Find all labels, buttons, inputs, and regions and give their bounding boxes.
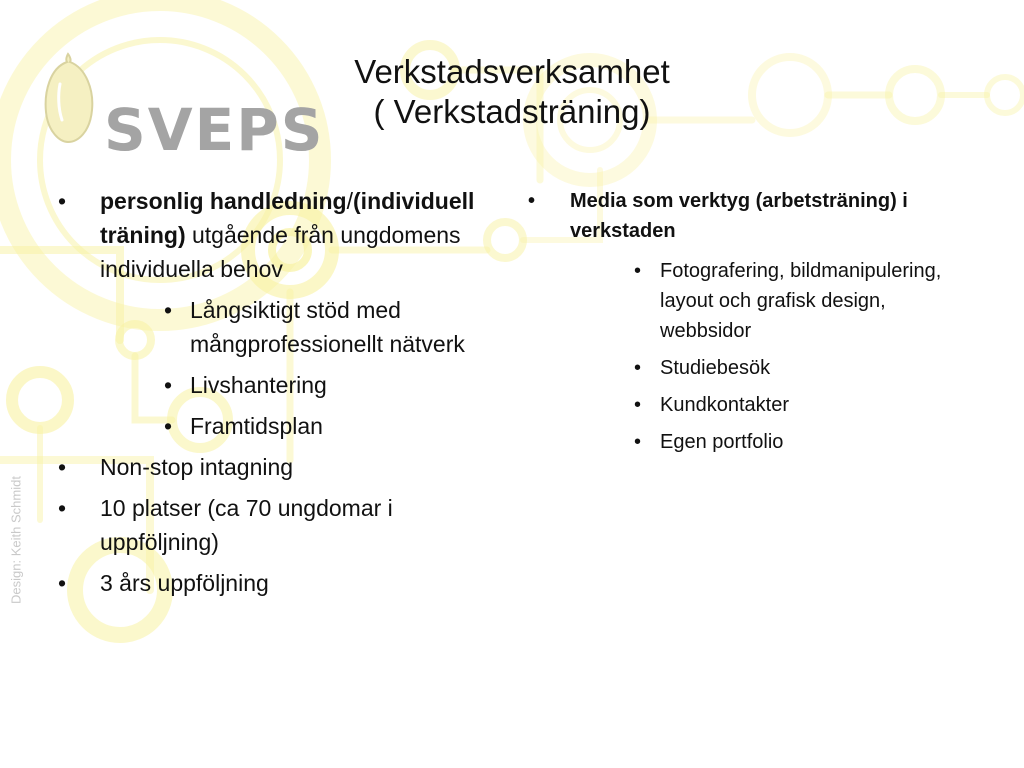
title-line-1: Verkstadsverksamhet xyxy=(354,53,670,90)
sub-list-item: • Egen portfolio xyxy=(634,427,948,457)
design-credit: Design: Keith Schmidt xyxy=(8,476,24,604)
bullet-icon: • xyxy=(164,413,173,439)
list-item: • personlig handledning/(individuell träning) utgående från ungdomens individuella behov xyxy=(58,184,508,286)
slide-title xyxy=(300,52,724,132)
bullet-icon: • xyxy=(58,495,67,521)
lemon-icon xyxy=(38,50,98,146)
bullet-icon: • xyxy=(634,260,642,282)
sub-list-item: • Studiebesök xyxy=(634,353,948,383)
logo-text: SVEPS xyxy=(104,96,325,164)
sub-list-item: • Kundkontakter xyxy=(634,390,948,420)
bullet-icon: • xyxy=(58,188,67,214)
bullet-icon: • xyxy=(58,454,67,480)
sub-list-item: • Framtidsplan xyxy=(164,409,508,443)
list-item: • Media som verktyg (arbetsträning) i verkstaden xyxy=(528,186,948,246)
sub-list-item: • Långsiktigt stöd med mångprofessionellt nätverk xyxy=(164,293,508,361)
list-item: • 10 platser (ca 70 ungdomar i uppföljning) xyxy=(58,491,508,559)
list-item: • Non-stop intagning xyxy=(58,450,508,484)
sub-list-item: • Fotografering, bildmanipulering, layout och grafisk design, webbsidor xyxy=(634,256,948,346)
bullet-icon: • xyxy=(164,297,173,323)
right-column xyxy=(528,186,948,464)
bullet-icon: • xyxy=(528,190,536,212)
bullet-icon: • xyxy=(634,357,642,379)
bullet-icon: • xyxy=(634,394,642,416)
list-item: • 3 års uppföljning xyxy=(58,566,508,600)
title-line-2: ( Verkstadsträning) xyxy=(373,93,651,130)
bullet-icon: • xyxy=(164,372,173,398)
bullet-icon: • xyxy=(634,431,642,453)
bullet-icon: • xyxy=(58,570,67,596)
left-column xyxy=(58,184,508,607)
sub-list-item: • Livshantering xyxy=(164,368,508,402)
